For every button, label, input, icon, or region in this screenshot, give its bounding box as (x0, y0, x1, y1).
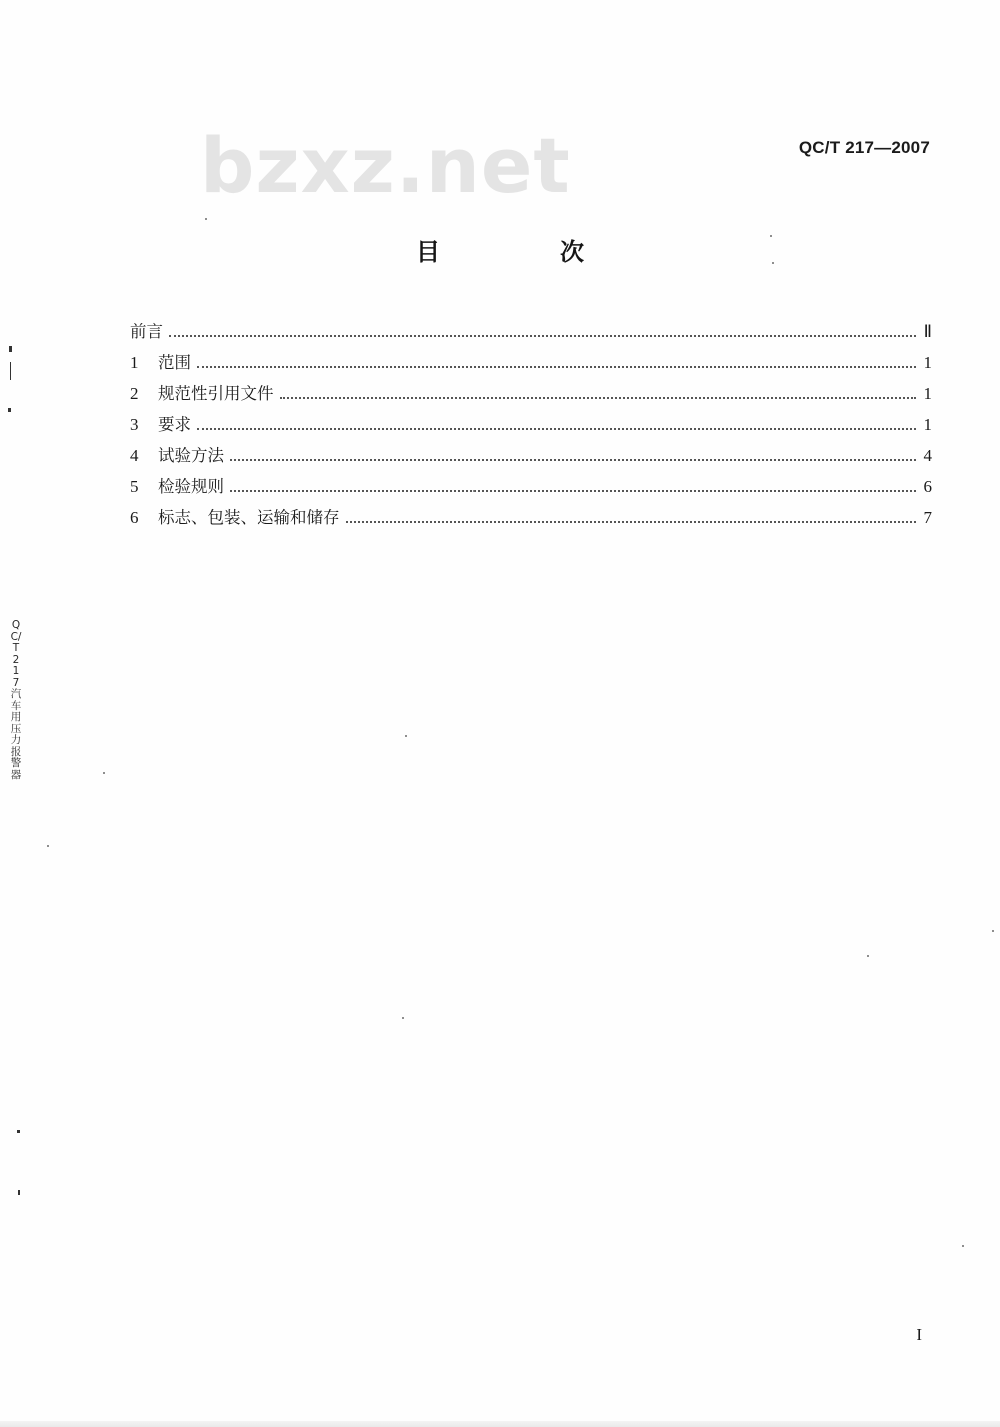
binding-mark (9, 346, 12, 352)
toc-entry-page: 4 (923, 446, 932, 465)
toc-entry-page: 6 (923, 477, 932, 496)
toc-entry-label: 前言 (130, 322, 163, 341)
toc-entry-number: 6 (130, 508, 139, 527)
toc-entry-page: 7 (923, 508, 932, 527)
toc-entry-requirements[interactable] (130, 411, 932, 442)
binding-mark (17, 1130, 20, 1133)
toc-entry-page: 1 (923, 353, 932, 372)
scan-speck (402, 1017, 404, 1019)
toc-leader-dots (197, 428, 916, 430)
toc-entry-page: 1 (923, 415, 932, 434)
scan-speck (992, 930, 994, 932)
toc-entry-page: 1 (923, 384, 932, 403)
toc-entry-foreword[interactable] (130, 318, 932, 349)
toc-entry-page: Ⅱ (923, 322, 932, 341)
toc-entry-label: 规范性引用文件 (158, 384, 274, 403)
scan-speck (867, 955, 869, 957)
toc-entry-label: 试验方法 (158, 446, 224, 465)
page-bottom-edge (0, 1421, 1000, 1427)
toc-entry-number: 2 (130, 384, 139, 403)
scan-speck (103, 772, 105, 774)
standard-code: QC/T 217—2007 (798, 138, 930, 157)
toc-leader-dots (169, 335, 916, 337)
toc-entry-number: 1 (130, 353, 139, 372)
scan-speck (962, 1245, 964, 1247)
toc-entry-inspection-rules[interactable] (130, 473, 932, 504)
binding-mark (10, 362, 11, 380)
toc-entry-scope[interactable] (130, 349, 932, 380)
toc-entry-number: 4 (130, 446, 139, 465)
toc-leader-dots (197, 366, 916, 368)
scan-speck (205, 218, 207, 220)
toc-entry-normative-references[interactable] (130, 380, 932, 411)
toc-leader-dots (280, 397, 917, 399)
scan-speck (772, 262, 774, 264)
table-of-contents (130, 318, 932, 535)
scan-speck (405, 735, 407, 737)
toc-entry-number: 5 (130, 477, 139, 496)
toc-leader-dots (230, 459, 916, 461)
toc-entry-marking-packaging[interactable] (130, 504, 932, 535)
scan-speck (47, 845, 49, 847)
binding-mark (18, 1190, 20, 1195)
scan-speck (770, 235, 772, 237)
watermark: bzxz.net (200, 121, 571, 210)
toc-entry-label: 标志、包装、运输和储存 (158, 508, 340, 527)
toc-entry-label: 范围 (158, 353, 191, 372)
toc-leader-dots (230, 490, 916, 492)
toc-leader-dots (346, 521, 917, 523)
toc-title: 目 次 (416, 238, 632, 266)
binding-mark (8, 408, 11, 412)
toc-entry-test-methods[interactable] (130, 442, 932, 473)
page-number: I (916, 1325, 922, 1344)
binding-margin-note: QC/T 217汽车用压力报警器 (10, 619, 22, 781)
toc-entry-label: 要求 (158, 415, 191, 434)
toc-entry-number: 3 (130, 415, 139, 434)
scan-speck (473, 490, 475, 492)
toc-entry-label: 检验规则 (158, 477, 224, 496)
